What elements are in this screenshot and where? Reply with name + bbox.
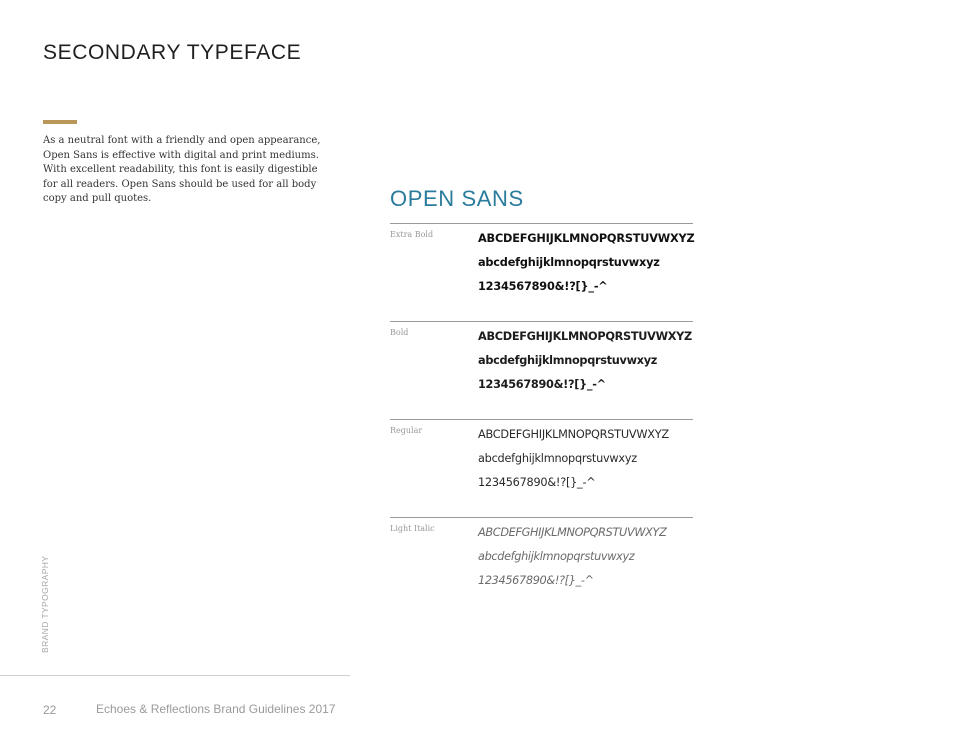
weight-label: Bold — [390, 328, 409, 337]
weight-row-light-italic — [390, 517, 693, 614]
accent-bar — [43, 120, 77, 124]
weight-label: Regular — [390, 426, 423, 435]
weight-row-extra-bold — [390, 223, 693, 320]
footer-document-title: Echoes & Reflections Brand Guidelines 2017 — [96, 702, 336, 716]
sample-uppercase: ABCDEFGHIJKLMNOPQRSTUVWXYZ — [478, 428, 669, 441]
sample-numerals: 1234567890&!?[}_-^ — [478, 574, 594, 587]
sample-uppercase: ABCDEFGHIJKLMNOPQRSTUVWXYZ — [478, 526, 667, 539]
weight-label: Light Italic — [390, 524, 435, 533]
sample-lowercase: abcdefghijklmnopqrstuvwxyz — [478, 256, 660, 269]
section-side-label-text: BRAND TYPOGRAPHY — [40, 555, 50, 653]
sample-lowercase: abcdefghijklmnopqrstuvwxyz — [478, 452, 637, 465]
page-title: SECONDARY TYPEFACE — [43, 41, 302, 64]
sample-numerals: 1234567890&!?[}_-^ — [478, 378, 606, 391]
sample-uppercase: ABCDEFGHIJKLMNOPQRSTUVWXYZ — [478, 330, 692, 343]
page-number: 22 — [43, 703, 57, 717]
weight-row-bold — [390, 321, 693, 418]
weight-sample — [478, 227, 695, 299]
weight-specimen-list — [390, 223, 693, 614]
weight-sample — [478, 521, 666, 593]
sample-numerals: 1234567890&!?[}_-^ — [478, 280, 608, 293]
sample-numerals: 1234567890&!?[}_-^ — [478, 476, 596, 489]
weight-label: Extra Bold — [390, 230, 434, 239]
sample-lowercase: abcdefghijklmnopqrstuvwxyz — [478, 354, 658, 367]
section-side-label — [40, 545, 52, 653]
intro-paragraph: As a neutral font with a friendly and open appearance, Open Sans is effective with digital and print mediums. With excellent readability, this font is easily digestible for all readers. Open Sans should be used for all body copy and pull quotes. — [43, 135, 321, 205]
weight-row-regular — [390, 419, 693, 516]
weight-sample — [478, 325, 692, 397]
weight-sample — [478, 423, 669, 495]
sample-lowercase: abcdefghijklmnopqrstuvwxyz — [478, 550, 635, 563]
sample-uppercase: ABCDEFGHIJKLMNOPQRSTUVWXYZ — [478, 232, 695, 245]
footer-divider — [0, 675, 350, 676]
typeface-name: OPEN SANS — [390, 186, 524, 211]
